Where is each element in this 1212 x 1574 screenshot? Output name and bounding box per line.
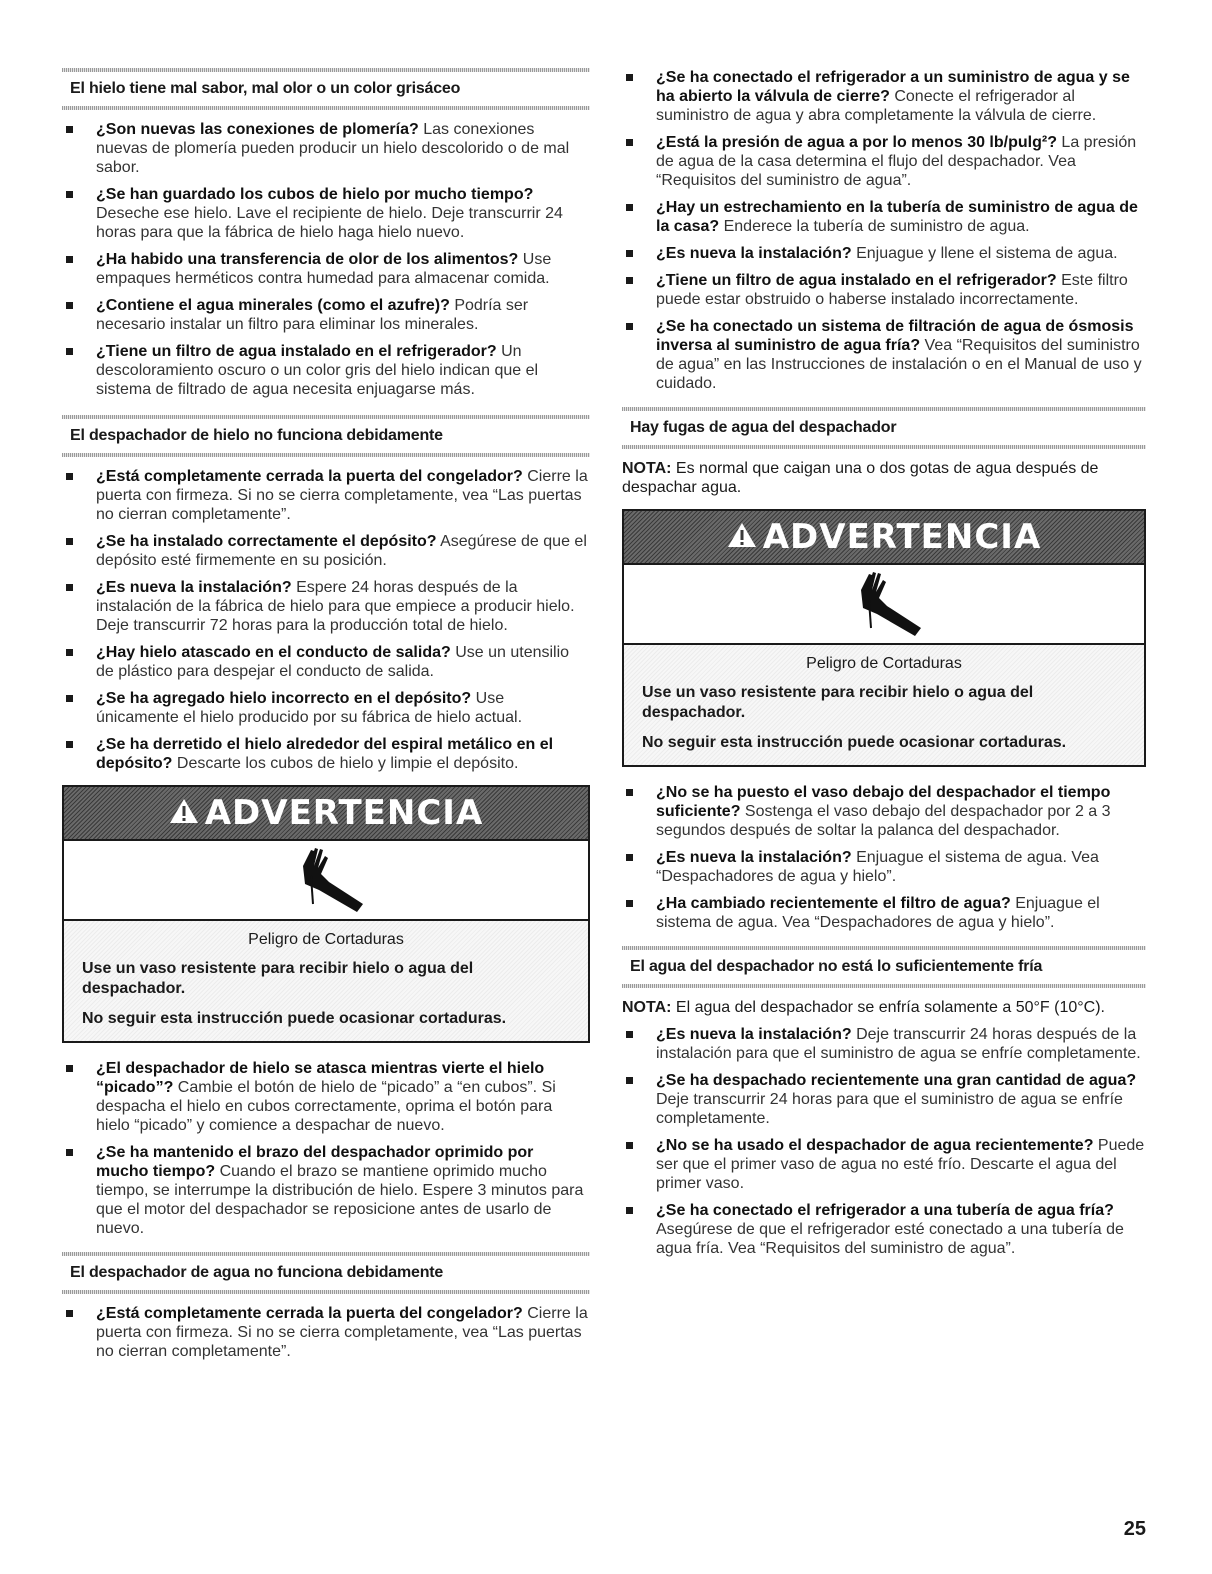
list-item: ¿Es nueva la instalación? Enjuague y llene el sistema de agua. bbox=[622, 244, 1146, 263]
warning-title: ADVERTENCIA bbox=[204, 793, 484, 833]
warning-subtitle: Peligro de Cortaduras bbox=[806, 655, 962, 672]
section-heading-water-cold: El agua del despachador no está lo suficientemente fría bbox=[622, 946, 1146, 988]
warning-text: Use un vaso resistente para recibir hielo o agua del despachador. bbox=[82, 960, 474, 997]
list-ice-dispenser bbox=[62, 467, 590, 773]
warning-triangle-icon bbox=[169, 797, 199, 830]
section-heading-water-leaks: Hay fugas de agua del despachador bbox=[622, 407, 1146, 449]
warning-text: No seguir esta instrucción puede ocasionar cortaduras. bbox=[642, 734, 1067, 751]
list-water-cold bbox=[622, 1025, 1146, 1258]
list-item: ¿Se ha derretido el hielo alrededor del espiral metálico en el depósito? Descarte los cubos de hielo y limpie el depósito. bbox=[62, 735, 590, 773]
list-item: ¿El despachador de hielo se atasca mientras vierte el hielo “picado”? Cambie el botón de hielo de “picado” a “en cubos”. Si despacha el hielo en cubos correctamente, oprima el botón para hielo “picado” y comience a despachar de nuevo. bbox=[62, 1059, 590, 1135]
note: NOTA: El agua del despachador se enfría solamente a 50°F (10°C). bbox=[622, 999, 1105, 1016]
warning-text: Use un vaso resistente para recibir hielo o agua del despachador. bbox=[642, 684, 1034, 721]
list-item: ¿Se ha agregado hielo incorrecto en el depósito? Use únicamente el hielo producido por su fábrica de hielo actual. bbox=[62, 689, 590, 727]
list-ice-dispenser-more bbox=[62, 1059, 590, 1238]
list-item: ¿Hay hielo atascado en el conducto de salida? Use un utensilio de plástico para despejar el conducto de salida. bbox=[62, 643, 590, 681]
list-item: ¿No se ha usado el despachador de agua recientemente? Puede ser que el primer vaso de agua no esté frío. Descarte el agua del primer vaso. bbox=[622, 1136, 1146, 1193]
list-item: ¿No se ha puesto el vaso debajo del despachador el tiempo suficiente? Sostenga el vaso debajo del despachador por 2 a 3 segundos después de soltar la palanca del despachador. bbox=[622, 783, 1146, 840]
warning-header bbox=[64, 787, 588, 841]
section-heading-water-dispenser: El despachador de agua no funciona debidamente bbox=[62, 1252, 590, 1294]
list-item: ¿Se ha conectado el refrigerador a un suministro de agua y se ha abierto la válvula de cierre? Conecte el refrigerador al suministro de agua y abra completamente la válvula de cierre. bbox=[622, 68, 1146, 125]
section-heading-ice-taste: El hielo tiene mal sabor, mal olor o un color grisáceo bbox=[62, 68, 590, 110]
list-item: ¿Está completamente cerrada la puerta del congelador? Cierre la puerta con firmeza. Si no se cierra completamente, vea “Las puertas no cierran completamente”. bbox=[62, 1304, 590, 1361]
list-item: ¿Ha cambiado recientemente el filtro de agua? Enjuague el sistema de agua. Vea “Despachadores de agua y hielo”. bbox=[622, 894, 1146, 932]
list-water-dispenser-cont bbox=[622, 68, 1146, 393]
list-item: ¿Contiene el agua minerales (como el azufre)? Podría ser necesario instalar un filtro para eliminar los minerales. bbox=[62, 296, 590, 334]
list-item: ¿Está completamente cerrada la puerta del congelador? Cierre la puerta con firmeza. Si no se cierra completamente, vea “Las puertas no cierran completamente”. bbox=[62, 467, 590, 524]
list-item: ¿Es nueva la instalación? Espere 24 horas después de la instalación de la fábrica de hielo para que empiece a producir hielo. Deje transcurrir 72 horas para la producción total de hielo. bbox=[62, 578, 590, 635]
warning-triangle-icon bbox=[727, 521, 757, 554]
list-water-dispenser bbox=[62, 1304, 590, 1361]
list-item: ¿Hay un estrechamiento en la tubería de suministro de agua de la casa? Enderece la tubería de suministro de agua. bbox=[622, 198, 1146, 236]
list-item: ¿Ha habido una transferencia de olor de los alimentos? Use empaques herméticos contra humedad para almacenar comida. bbox=[62, 250, 590, 288]
warning-box bbox=[622, 509, 1146, 767]
warning-box bbox=[62, 785, 590, 1043]
cut-hazard-hand-icon bbox=[281, 844, 371, 916]
list-item: ¿Tiene un filtro de agua instalado en el refrigerador? Este filtro puede estar obstruido o haberse instalado incorrectamente. bbox=[622, 271, 1146, 309]
left-column bbox=[62, 68, 590, 1369]
list-item: ¿Se ha mantenido el brazo del despachador oprimido por mucho tiempo? Cuando el brazo se mantiene oprimido mucho tiempo, se interrumpe la distribución de hielo. Espere 3 minutos para que el motor del despachador se reposicione antes de usarlo de nuevo. bbox=[62, 1143, 590, 1238]
list-item: ¿Se ha conectado el refrigerador a una tubería de agua fría? Asegúrese de que el refrigerador esté conectado a una tubería de agua fría. Vea “Requisitos del suministro de agua”. bbox=[622, 1201, 1146, 1258]
list-item: ¿Se ha conectado un sistema de filtración de agua de ósmosis inversa al suministro de agua fría? Vea “Requisitos del suministro de agua” en las Instrucciones de instalación o en el Manual de uso y cuidado. bbox=[622, 317, 1146, 393]
page-number: 25 bbox=[1123, 1518, 1146, 1540]
cut-hazard-hand-icon bbox=[839, 568, 929, 640]
list-item: ¿Tiene un filtro de agua instalado en el refrigerador? Un descoloramiento oscuro o un color gris del hielo indican que el sistema de filtrado de agua necesita enjuagarse más. bbox=[62, 342, 590, 399]
list-item: ¿Se ha instalado correctamente el depósito? Asegúrese de que el depósito esté firmemente en su posición. bbox=[62, 532, 590, 570]
list-item: ¿Se ha despachado recientemente una gran cantidad de agua? Deje transcurrir 24 horas para que el suministro de agua se enfríe completamente. bbox=[622, 1071, 1146, 1128]
list-item: ¿Está la presión de agua a por lo menos 30 lb/pulg²? La presión de agua de la casa determina el flujo del despachador. Vea “Requisitos del suministro de agua”. bbox=[622, 133, 1146, 190]
note: NOTA: Es normal que caigan una o dos gotas de agua después de despachar agua. bbox=[622, 460, 1099, 496]
list-water-leaks bbox=[622, 783, 1146, 932]
section-heading-ice-dispenser: El despachador de hielo no funciona debidamente bbox=[62, 415, 590, 457]
list-ice-taste bbox=[62, 120, 590, 399]
right-column bbox=[622, 68, 1146, 1266]
warning-title: ADVERTENCIA bbox=[762, 517, 1042, 557]
list-item: ¿Es nueva la instalación? Enjuague el sistema de agua. Vea “Despachadores de agua y hielo”. bbox=[622, 848, 1146, 886]
list-item: ¿Es nueva la instalación? Deje transcurrir 24 horas después de la instalación para que el suministro de agua se enfríe completamente. bbox=[622, 1025, 1146, 1063]
warning-subtitle: Peligro de Cortaduras bbox=[248, 931, 404, 948]
list-item: ¿Son nuevas las conexiones de plomería? Las conexiones nuevas de plomería pueden producir un hielo descolorido o de mal sabor. bbox=[62, 120, 590, 177]
warning-header bbox=[624, 511, 1144, 565]
warning-text: No seguir esta instrucción puede ocasionar cortaduras. bbox=[82, 1010, 507, 1027]
list-item: ¿Se han guardado los cubos de hielo por mucho tiempo? Deseche ese hielo. Lave el recipiente de hielo. Deje transcurrir 24 horas para que la fábrica de hielo haga hielo nuevo. bbox=[62, 185, 590, 242]
